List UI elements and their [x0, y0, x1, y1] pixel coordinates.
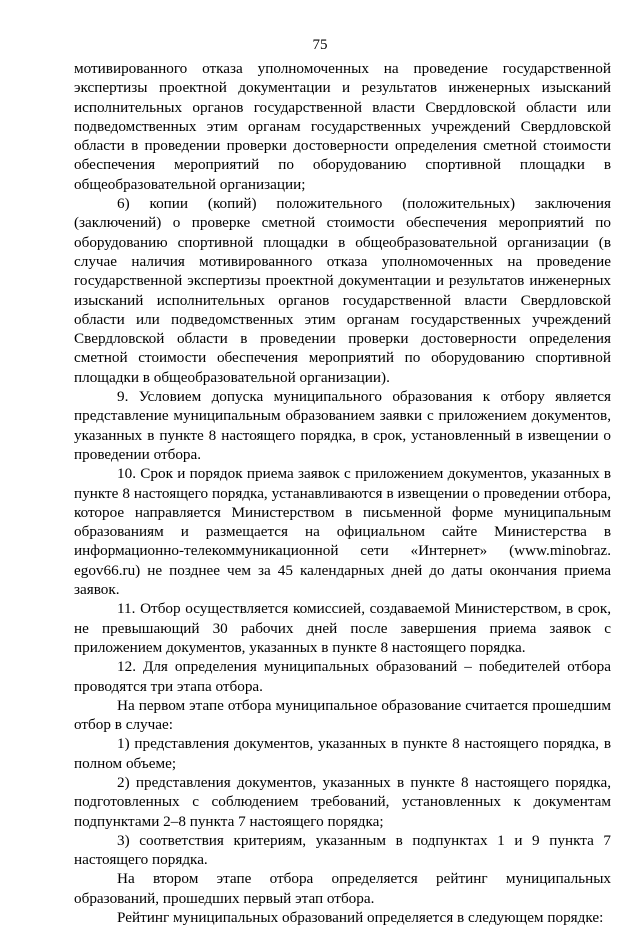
paragraph-clause-10: 10. Срок и порядок приема заявок с приложением документов, указанных в пункте 8 настоящего порядка, устанавливаются в извещении о проведении отбора, которое направляется Министерством в письменной форме муниципальным образованиям и размещается на официальном сайте Министерства в информационно-телекоммуникационной сети «Интернет» (www.minobraz. egov66.ru) не позднее чем за 45 календарных дней до даты окончания приема заявок. — [74, 465, 611, 599]
paragraph-rating-order: Рейтинг муниципальных образований определяется в следующем порядке: — [117, 909, 604, 927]
paragraph-second-stage: На втором этапе отбора определяется рейтинг муниципальных образований, прошедших первый этап отбора. — [74, 870, 611, 907]
document-body — [74, 59, 611, 927]
paragraph-condition-3: 3) соответствия критериям, указанным в подпунктах 1 и 9 пункта 7 настоящего порядка. — [74, 831, 611, 869]
paragraph-clause-11: 11. Отбор осуществляется комиссией, создаваемой Министерством, в срок, не превышающий 30 рабочих дней после завершения приема заявок с приложением документов, указанных в пункте 8 настоящего порядка. — [74, 600, 611, 656]
paragraph-clause-9: 9. Условием допуска муниципального образования к отбору является представление муниципальным образованием заявки с приложением документов, указанных в пункте 8 настоящего порядка, в срок, установленный в извещении о проведении отбора. — [74, 388, 611, 463]
paragraph-condition-2: 2) представления документов, указанных в пункте 8 настоящего порядка, подготовленных с соблюдением требований, установленных к документам подпунктами 2–8 пункта 7 настоящего порядка; — [74, 773, 611, 830]
paragraph-continuation: мотивированного отказа уполномоченных на проведение государственной экспертизы проектной документации и результатов инженерных изысканий исполнительных органов государственной власти Свердловской области или подведомственных этим органам государственных учреждений Свердловской области в проведении проверки достоверности определения сметной стоимости обеспечения мероприятий по оборудованию спортивной площадки в общеобразовательной организации; — [74, 60, 611, 193]
paragraph-first-stage: На первом этапе отбора муниципальное образование считается прошедшим отбор в случае: — [74, 696, 611, 734]
page-number: 75 — [312, 37, 328, 53]
paragraph-condition-1: 1) представления документов, указанных в пункте 8 настоящего порядка, в полном объеме; — [74, 735, 611, 772]
paragraph-item-6: 6) копии (копий) положительного (положительных) заключения (заключений) о проверке сметной стоимости обеспечения мероприятий по оборудованию спортивной площадки в общеобразовательной организации (в случае наличия мотивированного отказа уполномоченных на проведение государственной экспертизы проектной документации и результатов инженерных изысканий исполнительных органов государственной власти Свердловской области или подведомственных этим органам государственных учреждений Свердловской области в проведении проверки достоверности определения сметной стоимости обеспечения мероприятий по оборудованию спортивной площадки в общеобразовательной организации). — [74, 195, 611, 386]
paragraph-clause-12: 12. Для определения муниципальных образований – победителей отбора проводятся три этапа отбора. — [74, 658, 611, 695]
